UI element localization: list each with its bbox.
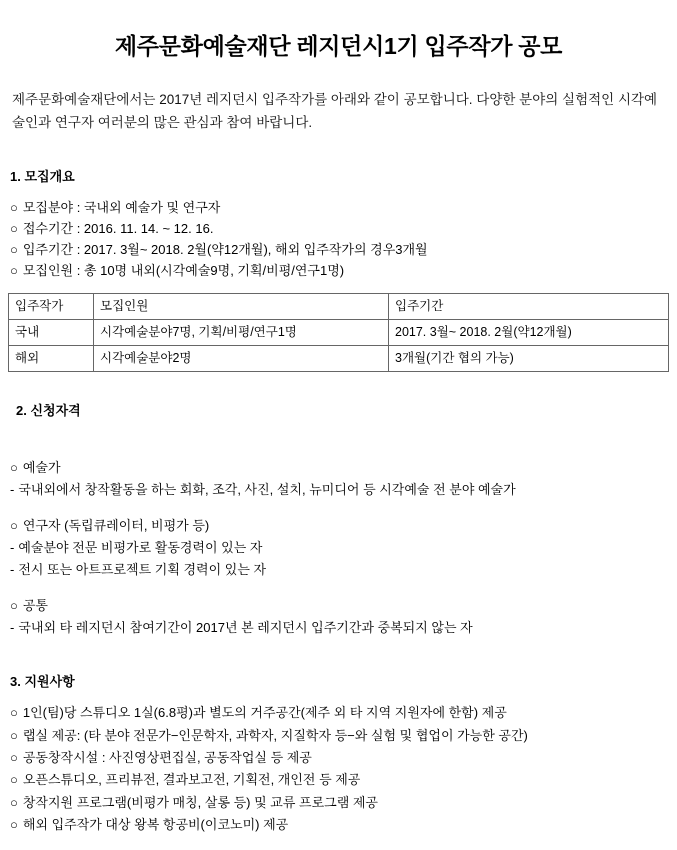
circle-bullet-icon: ○ bbox=[10, 241, 18, 257]
list-item bbox=[10, 702, 669, 724]
eligibility-group-head bbox=[10, 595, 669, 617]
list-item-label: 접수기간 : 2016. 11. 14. ~ 12. 16. bbox=[22, 220, 214, 236]
eligibility-group-artist bbox=[10, 457, 669, 501]
list-item bbox=[10, 239, 669, 260]
circle-bullet-icon: ○ bbox=[10, 459, 18, 475]
circle-bullet-icon: ○ bbox=[10, 794, 18, 810]
list-item bbox=[10, 769, 669, 791]
list-item bbox=[10, 725, 669, 747]
table-header-row bbox=[9, 293, 669, 319]
circle-bullet-icon: ○ bbox=[10, 772, 18, 788]
table-cell: 시각예술분야7명, 기획/비평/연구1명 bbox=[94, 319, 389, 345]
list-item-label: 모집인원 : 총 10명 내외(시각예술9명, 기획/비평/연구1명) bbox=[22, 262, 345, 278]
list-item bbox=[10, 197, 669, 218]
table-cell: 시각예술분야2명 bbox=[94, 345, 389, 371]
section3-heading: 3. 지원사항 bbox=[10, 674, 75, 690]
section1-item-list bbox=[8, 197, 669, 281]
eligibility-detail-label: 예술분야 전문 비평가로 활동경력이 있는 자 bbox=[18, 540, 263, 556]
table-cell: 3개월(기간 협의 가능) bbox=[389, 345, 669, 371]
circle-bullet-icon: ○ bbox=[10, 817, 18, 833]
spacer bbox=[8, 501, 669, 515]
eligibility-group-head bbox=[10, 457, 669, 479]
dash-bullet-icon: - bbox=[10, 540, 15, 556]
table-header-cell: 입주기간 bbox=[389, 293, 669, 319]
list-item-label: 입주기간 : 2017. 3월~ 2018. 2월(약12개월), 해외 입주작가의 경우3개월 bbox=[22, 241, 428, 257]
section-eligibility bbox=[8, 402, 669, 640]
eligibility-detail bbox=[10, 617, 669, 639]
dash-bullet-icon: - bbox=[10, 562, 15, 578]
circle-bullet-icon: ○ bbox=[10, 262, 18, 278]
eligibility-group-head bbox=[10, 515, 669, 537]
eligibility-detail bbox=[10, 537, 669, 559]
circle-bullet-icon: ○ bbox=[10, 598, 18, 614]
list-item-label: 랩실 제공: (타 분야 전문가−인문학자, 과학자, 지질학자 등−와 실험 및 협업이 가능한 공간) bbox=[22, 727, 528, 743]
section-recruit-overview bbox=[8, 168, 669, 372]
table-header-cell: 모집인원 bbox=[94, 293, 389, 319]
list-item-label: 공동창작시설 : 사진영상편집실, 공동작업실 등 제공 bbox=[22, 749, 312, 765]
eligibility-detail bbox=[10, 479, 669, 501]
list-item bbox=[10, 814, 669, 836]
spacer bbox=[8, 431, 669, 457]
list-item bbox=[10, 218, 669, 239]
list-item bbox=[10, 747, 669, 769]
spacer bbox=[8, 581, 669, 595]
eligibility-group-label: 연구자 (독립큐레이터, 비평가 등) bbox=[22, 517, 210, 533]
table-cell: 2017. 3월~ 2018. 2월(약12개월) bbox=[389, 319, 669, 345]
spacer bbox=[8, 372, 669, 402]
circle-bullet-icon: ○ bbox=[10, 727, 18, 743]
circle-bullet-icon: ○ bbox=[10, 749, 18, 765]
dash-bullet-icon: - bbox=[10, 481, 15, 497]
table-cell: 국내 bbox=[9, 319, 94, 345]
eligibility-detail-label: 국내외에서 창작활동을 하는 회화, 조각, 사진, 설치, 뉴미디어 등 시각예술 전 분야 예술가 bbox=[18, 481, 516, 497]
intro-paragraph: 제주문화예술재단에서는 2017년 레지던시 입주작가를 아래와 같이 공모합니다. 다양한 분야의 실험적인 시각예술인과 연구자 여러분의 많은 관심과 참여 바랍니다. bbox=[12, 92, 658, 130]
circle-bullet-icon: ○ bbox=[10, 517, 18, 533]
section-support bbox=[8, 673, 669, 836]
eligibility-detail bbox=[10, 559, 669, 581]
circle-bullet-icon: ○ bbox=[10, 705, 18, 721]
table-header-cell: 입주작가 bbox=[9, 293, 94, 319]
recruitment-table bbox=[8, 293, 669, 372]
table-cell: 해외 bbox=[9, 345, 94, 371]
table-row bbox=[9, 319, 669, 345]
page-title: 제주문화예술재단 레지던시1기 입주작가 공모 bbox=[114, 33, 563, 59]
eligibility-group-common bbox=[10, 595, 669, 639]
eligibility-detail-label: 국내외 타 레지던시 참여기간이 2017년 본 레지던시 입주기간과 중복되지 않는 자 bbox=[18, 620, 473, 636]
eligibility-group-label: 예술가 bbox=[22, 459, 61, 475]
section2-heading: 2. 신청자격 bbox=[16, 402, 81, 418]
eligibility-group-label: 공통 bbox=[22, 598, 48, 614]
list-item-label: 창작지원 프로그램(비평가 매칭, 살롱 등) 및 교류 프로그램 제공 bbox=[22, 794, 378, 810]
circle-bullet-icon: ○ bbox=[10, 220, 18, 236]
eligibility-group-researcher bbox=[10, 515, 669, 581]
list-item bbox=[10, 792, 669, 814]
dash-bullet-icon: - bbox=[10, 620, 15, 636]
circle-bullet-icon: ○ bbox=[10, 199, 18, 215]
section3-item-list bbox=[8, 702, 669, 836]
section1-heading: 1. 모집개요 bbox=[10, 168, 75, 184]
spacer bbox=[8, 639, 669, 673]
list-item-label: 해외 입주작가 대상 왕복 항공비(이코노미) 제공 bbox=[22, 817, 289, 833]
list-item bbox=[10, 260, 669, 281]
list-item-label: 모집분야 : 국내외 예술가 및 연구자 bbox=[22, 199, 221, 215]
list-item-label: 1인(팀)당 스튜디오 1실(6.8평)과 별도의 거주공간(제주 외 타 지역 지원자에 한함) 제공 bbox=[22, 705, 507, 721]
list-item-label: 오픈스튜디오, 프리뷰전, 결과보고전, 기획전, 개인전 등 제공 bbox=[22, 772, 361, 788]
eligibility-detail-label: 전시 또는 아트프로젝트 기획 경력이 있는 자 bbox=[18, 562, 267, 578]
table-row bbox=[9, 345, 669, 371]
